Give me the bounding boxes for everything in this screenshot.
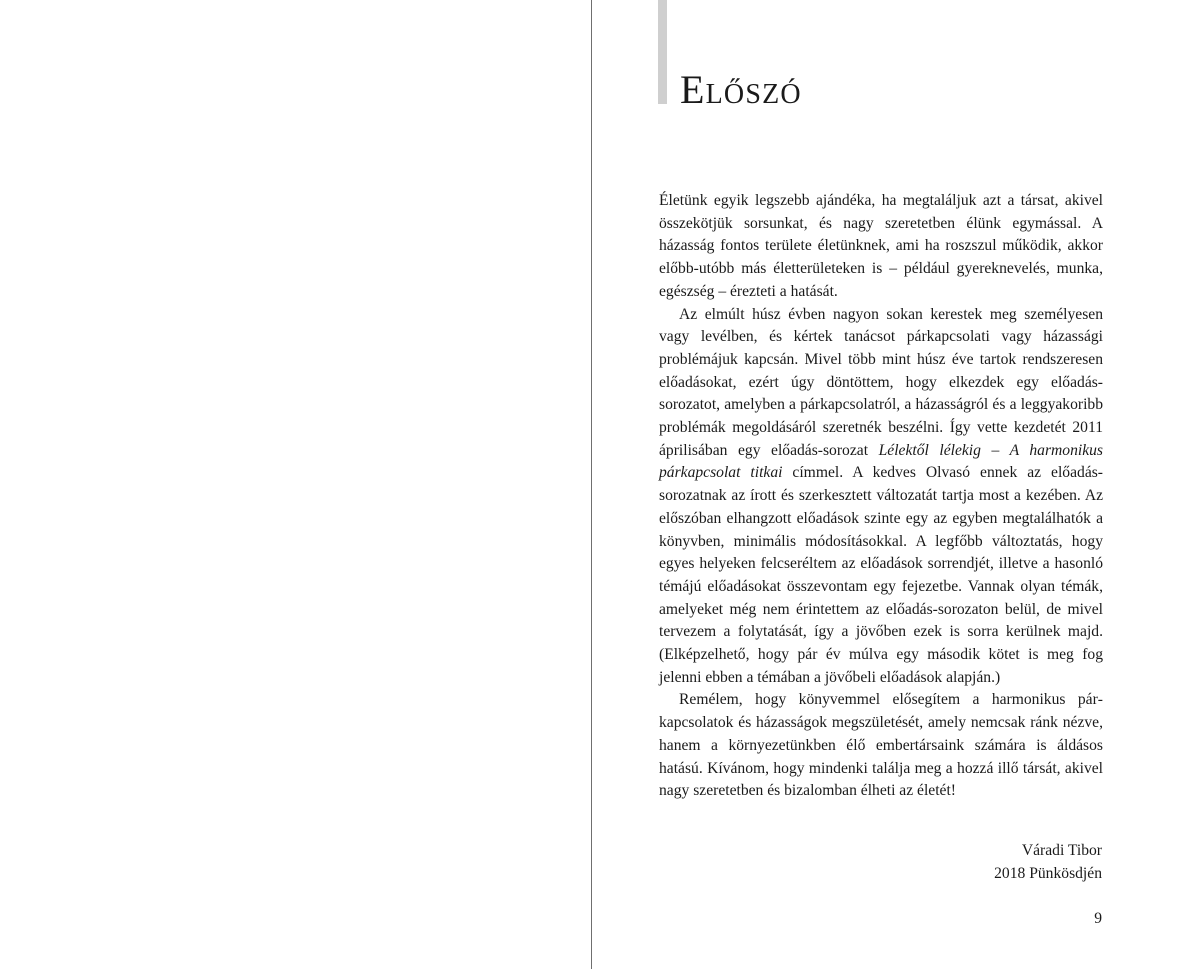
chapter-title: Előszó xyxy=(680,67,802,112)
paragraph-1 xyxy=(659,190,1103,304)
chapter-title-accent-bar xyxy=(658,0,667,104)
paragraph-text: címmel. A kedves Olvasó ennek az előadás-sorozatnak az írott és szerkesztett változatát tartja most a kezében. Az előszóban elhangzott előadások szinte egy az egyben megtalálhatók a könyvben, minimális módosításokkal. A legfőbb változtatás, hogy egyes helyeken felcseréltem az előadások sorrendjét, illetve a hasonló témájú előadásokat összevontam egy fejezetbe. Vannak olyan témák, amelyeket még nem érintettem az előadás-sorozaton belül, de mivel tervezem a folytatását, így a jövőben ezek is sorra kerülnek majd. (Elképzelhető, hogy pár év múlva egy második kötet is meg fog jelenni ebben a témában a jövőbeli előadások alapján.) xyxy=(659,464,1103,686)
series-title: Lélektől lélekig – A harmonikus párkapcsolat titkai xyxy=(659,441,1104,482)
paragraph-text: Remélem, hogy könyvemmel elősegítem a harmonikus párkapcsolatok és házasságok megszületését, amely nemcsak ránk nézve, hanem a környezetünkben élő embertársaink számára is áldásos hatású. Kívánom, hogy mindenki találja meg a hozzá illő társát, akivel nagy szeretetben és bizalomban élheti az életét! xyxy=(659,691,1103,800)
paragraph-text: Az elmúlt húsz évben nagyon sokan kerestek meg személyesen vagy levélben, és kértek tanácsot párkapcsolati vagy házassági problémájuk kapcsán. Mivel több mint húsz éve tartok rendszeresen előadásokat, ezért úgy döntöttem, hogy elkezdek egy előadás-sorozatot, amelyben a párkapcsolatról, a házasságról és a leggyakoribb problémák megoldásáról szeretnék beszélni. Így vette kezdetét 2011 áprilisában egy előadás-sorozat xyxy=(659,305,1103,459)
paragraph-2 xyxy=(659,304,1103,690)
paragraph-text: Életünk egyik legszebb ajándéka, ha megtaláljuk azt a társat, akivel összekötjük sorsunkat, és nagy szeretetben élünk egymással. A házasság fontos területe életünknek, ami ha roszszul működik, akkor előbb-utóbb más életterületeken is – például gyereknevelés, munka, egészség – érezteti a hatását. xyxy=(659,192,1103,300)
paragraph-3 xyxy=(659,689,1103,803)
signature-date: 2018 Pünkösdjén xyxy=(994,864,1102,882)
page-number: 9 xyxy=(1094,910,1102,927)
author-name: Váradi Tibor xyxy=(1021,842,1102,859)
right-page xyxy=(592,0,1181,969)
preface-body xyxy=(659,190,1103,803)
signature-block xyxy=(994,840,1102,885)
